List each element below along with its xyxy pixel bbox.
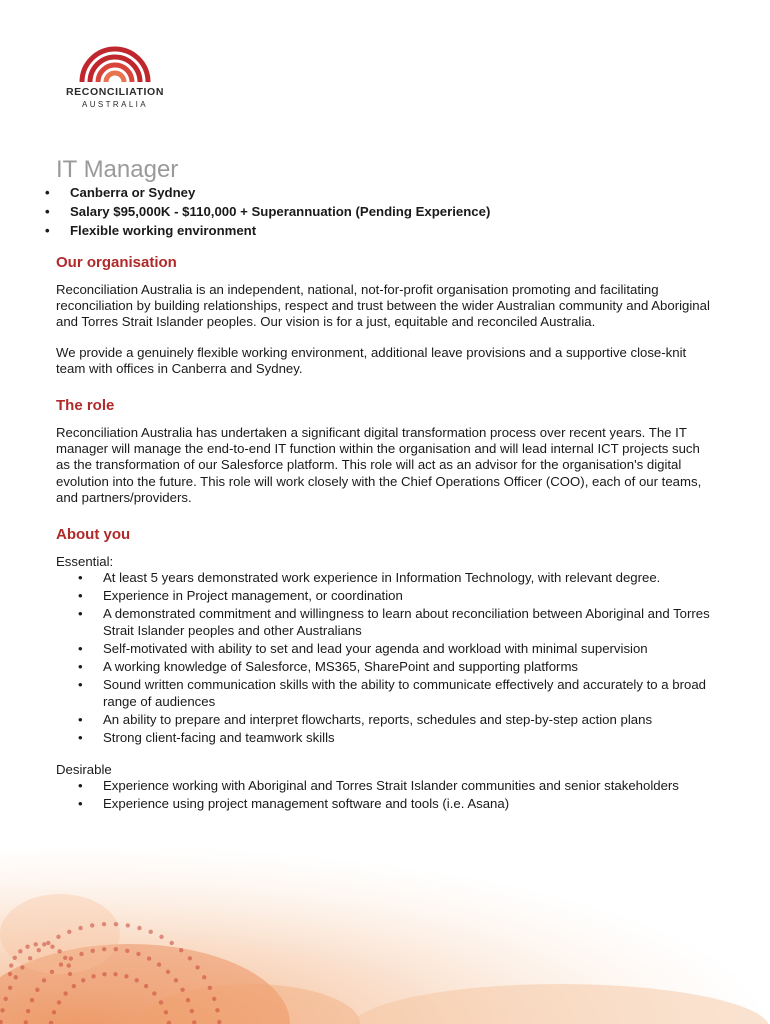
decorative-dot <box>186 998 190 1002</box>
key-point-salary: • Salary $95,000K - $110,000 + Superannuation (Pending Experience) <box>37 202 490 221</box>
decorative-dot <box>57 949 61 953</box>
decorative-dot <box>63 956 67 960</box>
decorative-dot <box>26 1009 30 1013</box>
decorative-dot <box>192 1020 196 1024</box>
decorative-dot <box>159 935 163 939</box>
essential-list <box>56 570 716 746</box>
decorative-dot <box>136 952 140 956</box>
decorative-dot <box>59 962 63 966</box>
decorative-dot <box>72 984 76 988</box>
decorative-dot <box>8 986 12 990</box>
rainbow-arcs-icon <box>76 42 154 84</box>
key-point-flexible: • Flexible working environment <box>37 221 490 240</box>
decorative-dot <box>102 972 106 976</box>
decorative-dot <box>180 988 184 992</box>
decorative-dot <box>113 972 117 976</box>
decorative-dot <box>18 949 22 953</box>
decorative-dot <box>188 956 192 960</box>
decorative-dot-art <box>0 824 770 1024</box>
organisation-paragraph-1: Reconciliation Australia is an independent, national, not-for-profit organisation promoting and facilitating reconciliation by building relationships, respect and trust between the wider Australian community and Aboriginal and Torres Strait Islander peoples. Our vision is for a just, equitable and reconciled Australia. <box>56 282 710 330</box>
decorative-dot <box>164 1010 168 1014</box>
decorative-dot <box>46 941 50 945</box>
decorative-dot <box>28 956 32 960</box>
decorative-dot <box>4 997 8 1001</box>
decorative-dot <box>81 978 85 982</box>
decorative-dot <box>152 991 156 995</box>
organisation-paragraph-2: We provide a genuinely flexible working environment, additional leave provisions and a supportive close-knit team with offices in Canberra and Sydney. <box>56 344 687 376</box>
decorative-dot <box>91 974 95 978</box>
decorative-dot <box>68 972 72 976</box>
decorative-dot <box>91 949 95 953</box>
list-item: • Experience in Project management, or coordination <box>56 588 716 605</box>
decorative-dot <box>9 963 13 967</box>
decorative-dot <box>0 1008 4 1012</box>
decorative-dot <box>25 945 29 949</box>
heading-about-you: About you <box>56 526 131 544</box>
decorative-dot <box>14 975 18 979</box>
list-item: • Self-motivated with ability to set and lead your agenda and workload with minimal supervision <box>56 641 716 658</box>
heading-our-organisation: Our organisation <box>56 254 177 271</box>
decorative-dot <box>42 942 46 946</box>
key-points-list <box>37 183 490 240</box>
reconciliation-australia-logo <box>56 42 174 114</box>
page-title: IT Manager <box>56 156 179 183</box>
key-point-location: • Canberra or Sydney <box>37 183 490 202</box>
list-item: • Sound written communication skills with the ability to communicate effectively and accurately to a broad range of audiences <box>56 677 716 711</box>
decorative-dot <box>202 975 206 979</box>
decorative-dot <box>195 965 199 969</box>
list-item: • A demonstrated commitment and willingness to learn about reconciliation between Aboriginal and Torres Strait Islander peoples and other Australians <box>56 606 716 640</box>
decorative-dot <box>190 1009 194 1013</box>
decorative-dot <box>79 952 83 956</box>
document-body <box>56 250 716 814</box>
decorative-dot <box>147 956 151 960</box>
decorative-dot <box>144 984 148 988</box>
decorative-dot <box>215 1008 219 1012</box>
decorative-dot <box>52 1010 56 1014</box>
decorative-dot <box>63 991 67 995</box>
decorative-dot <box>42 978 46 982</box>
decorative-dot <box>166 970 170 974</box>
decorative-dot <box>20 965 24 969</box>
decorative-dot <box>50 970 54 974</box>
decorative-dot <box>8 972 12 976</box>
list-item: • At least 5 years demonstrated work experience in Information Technology, with relevant degree. <box>56 570 716 587</box>
role-paragraph: Reconciliation Australia has undertaken a significant digital transformation process over recent years. The IT manager will manage the end-to-end IT function within the organisation and will lead internal ICT projects such as the transformation of our Salesforce platform. This role will act as an advisor for the organisation's digital evolution into the future. This role will work closely with the Chief Operations Officer (COO), each of our teams, and partners/providers. <box>56 425 702 505</box>
decorative-dot <box>208 986 212 990</box>
list-item: • A working knowledge of Salesforce, MS365, SharePoint and supporting platforms <box>56 659 716 676</box>
decorative-dot <box>35 988 39 992</box>
decorative-dot <box>174 978 178 982</box>
decorative-dot <box>137 926 141 930</box>
decorative-dot <box>135 978 139 982</box>
essential-label: Essential: <box>56 554 114 570</box>
decorative-dot <box>159 1000 163 1004</box>
decorative-dot <box>217 1020 221 1024</box>
decorative-dot <box>124 974 128 978</box>
decorative-dot <box>125 949 129 953</box>
list-item: • Experience working with Aboriginal and Torres Strait Islander communities and senior stakeholders <box>56 778 716 795</box>
list-item: • Strong client-facing and teamwork skills <box>56 730 716 747</box>
list-item: • Experience using project management software and tools (i.e. Asana) <box>56 796 716 813</box>
logo-name: RECONCILIATION <box>65 86 165 98</box>
decorative-dot <box>37 948 41 952</box>
decorative-dot <box>50 945 54 949</box>
decorative-dot <box>114 922 118 926</box>
list-item: • An ability to prepare and interpret flowcharts, reports, schedules and step-by-step action plans <box>56 712 716 729</box>
decorative-dot <box>24 1020 28 1024</box>
decorative-dot <box>69 956 73 960</box>
desirable-list <box>56 778 716 813</box>
decorative-dot <box>157 962 161 966</box>
decorative-dot <box>67 963 71 967</box>
desirable-label: Desirable <box>56 761 112 777</box>
decorative-dot <box>56 935 60 939</box>
decorative-dot <box>13 956 17 960</box>
decorative-dot <box>170 941 174 945</box>
decorative-dot <box>78 926 82 930</box>
logo-subtitle: AUSTRALIA <box>81 100 149 109</box>
decorative-dot <box>0 1020 3 1024</box>
decorative-dot <box>102 922 106 926</box>
decorative-dot <box>126 923 130 927</box>
decorative-dot <box>212 997 216 1001</box>
decorative-dot <box>67 930 71 934</box>
decorative-dot <box>30 998 34 1002</box>
decorative-dot <box>149 930 153 934</box>
decorative-dot <box>34 942 38 946</box>
decorative-dot <box>102 947 106 951</box>
decorative-dot <box>57 1000 61 1004</box>
decorative-dot <box>179 948 183 952</box>
decorative-dot <box>114 947 118 951</box>
decorative-dot <box>90 923 94 927</box>
heading-the-role: The role <box>56 397 115 415</box>
